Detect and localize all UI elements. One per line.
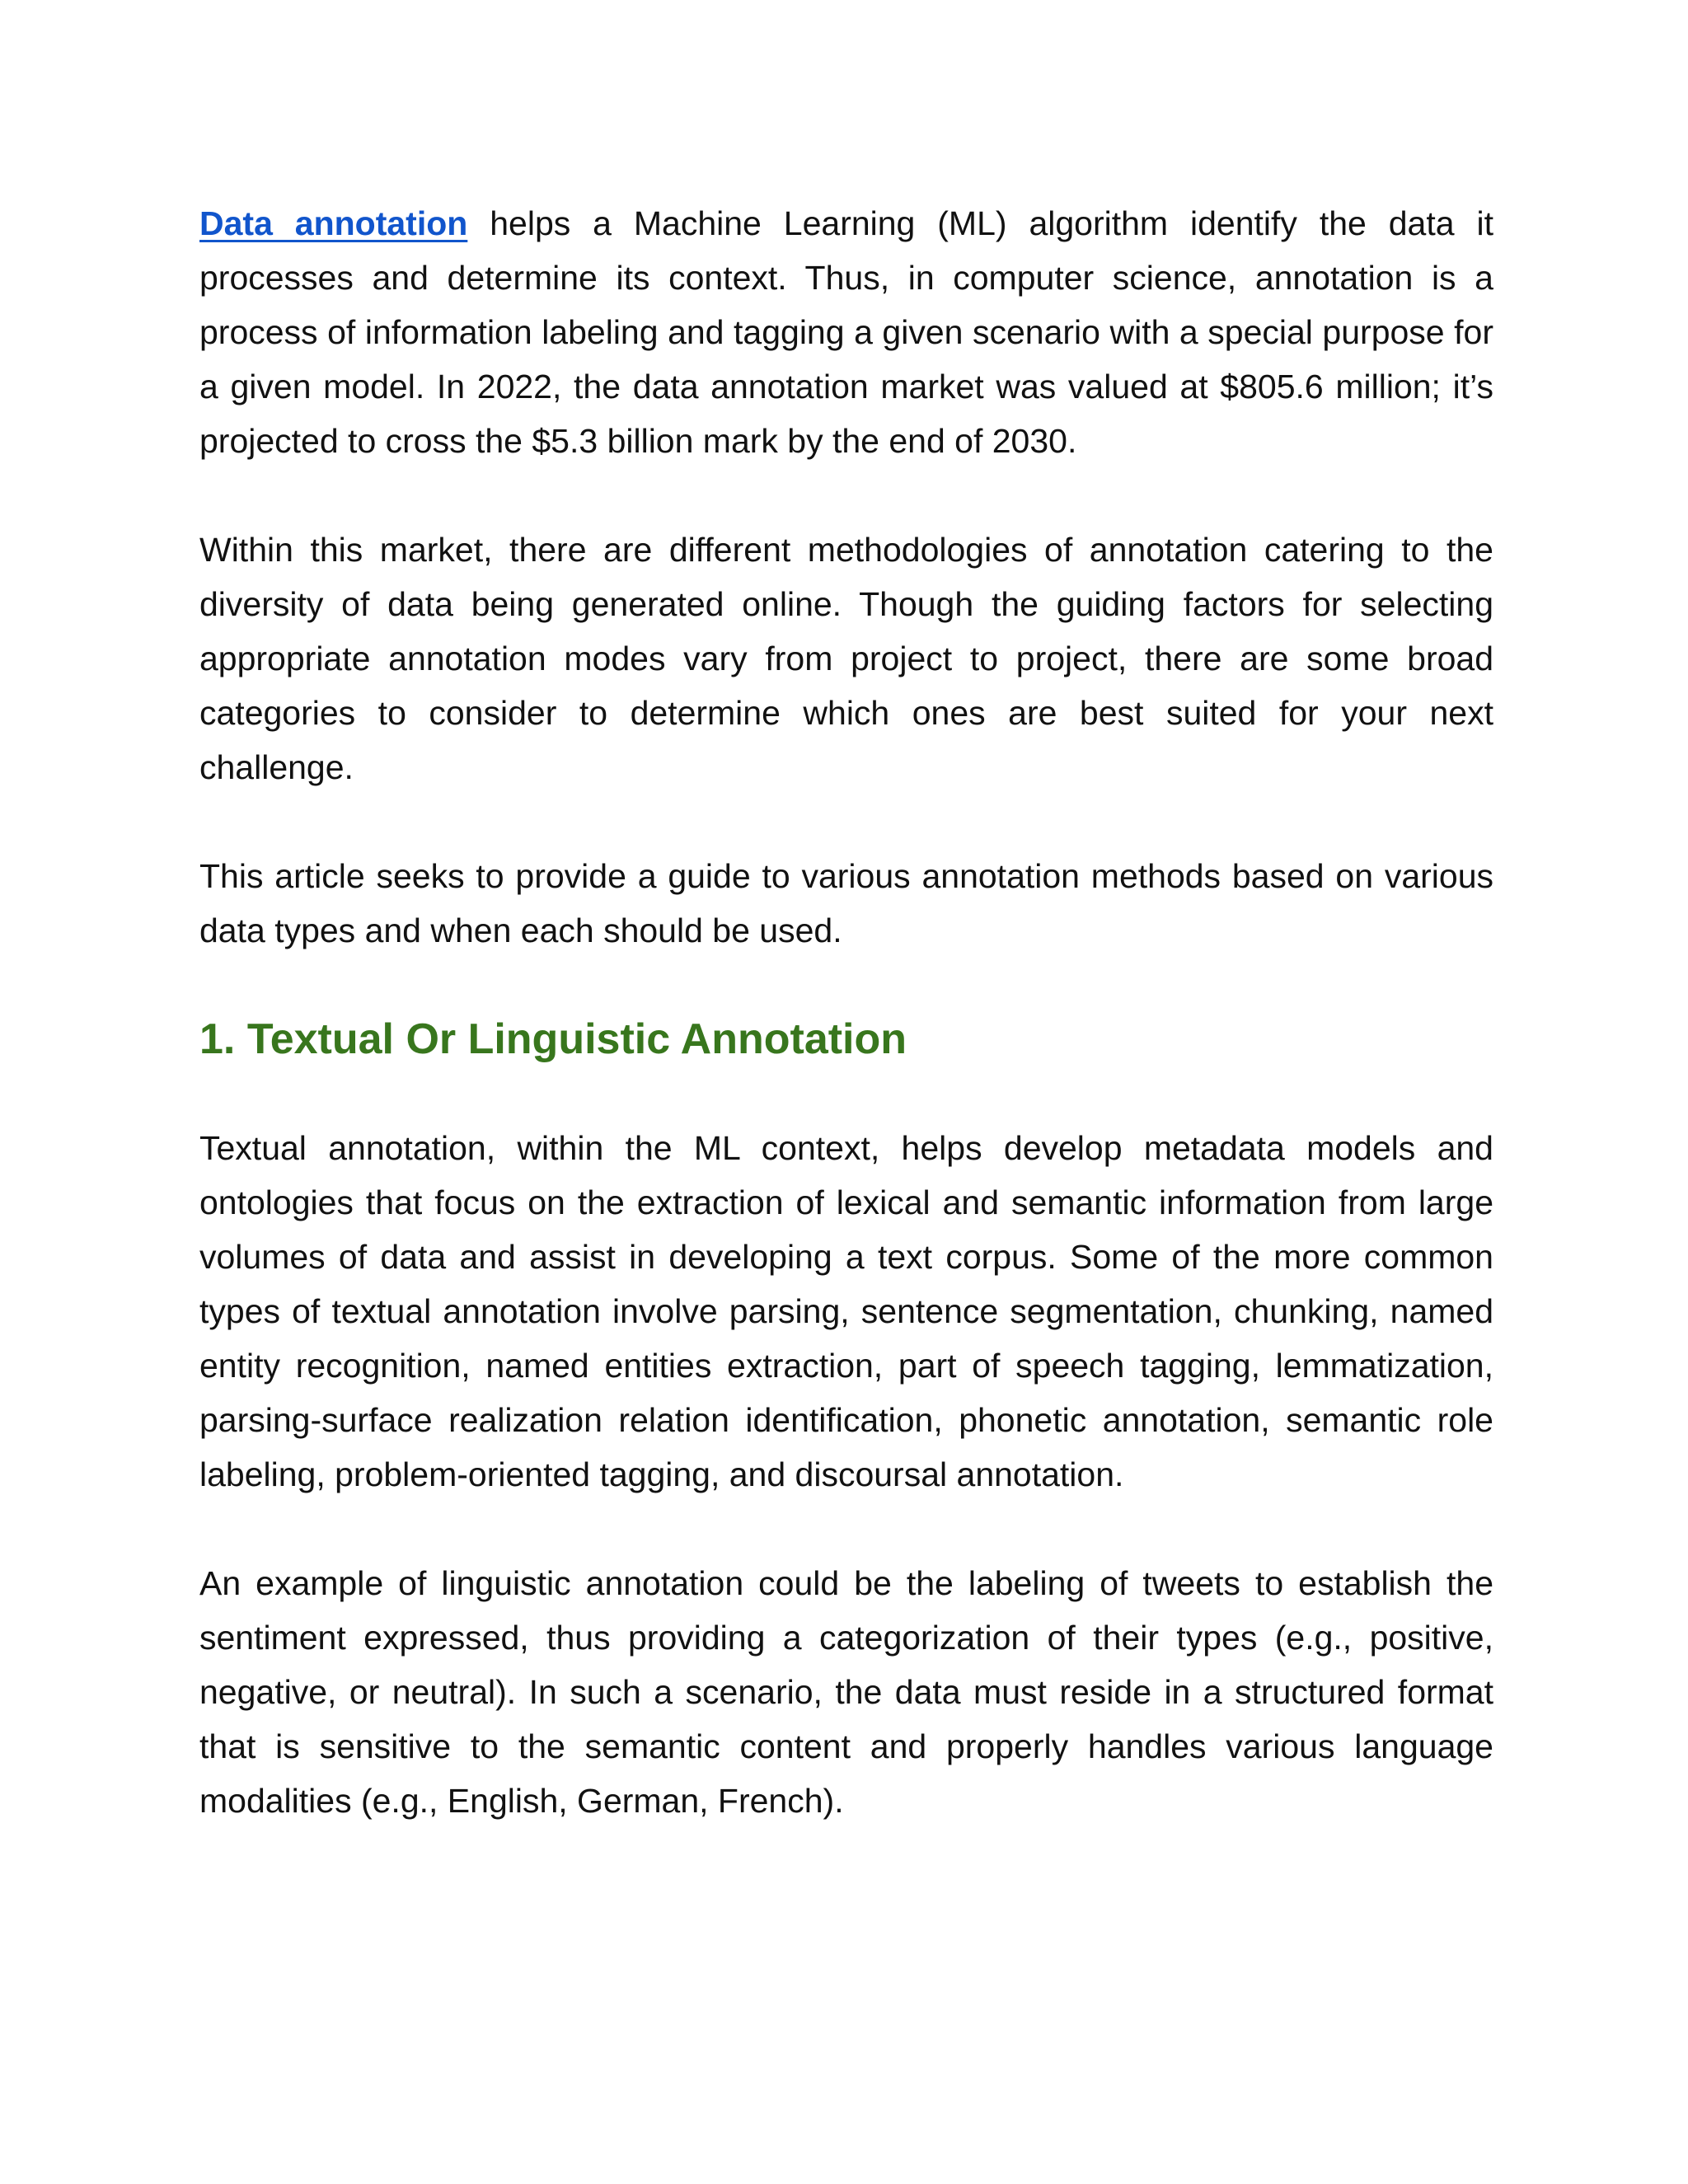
- intro-paragraph: [199, 196, 1493, 468]
- linguistic-annotation-example-paragraph: An example of linguistic annotation could be the labeling of tweets to establish the sentiment expressed, thus providing a categorization of their types (e.g., positive, negative, or neutral). In such a scenario, the data must reside in a structured format that is sensitive to the semantic content and properly handles various language modalities (e.g., English, German, French).: [199, 1564, 1493, 1820]
- intro-paragraph-text: helps a Machine Learning (ML) algorithm identify the data it processes and determine its context. Thus, in computer science, annotation is a process of information labeling and tagging a given scenario with a special purpose for a given model. In 2022, the data annotation market was valued at $805.6 million; it’s projected to cross the $5.3 billion mark by the end of 2030.: [199, 204, 1493, 460]
- data-annotation-link[interactable]: Data annotation: [199, 204, 468, 242]
- article-purpose-paragraph: This article seeks to provide a guide to various annotation methods based on various data types and when each should be used.: [199, 857, 1493, 949]
- section-heading-textual-annotation: 1. Textual Or Linguistic Annotation: [199, 1015, 907, 1063]
- textual-annotation-paragraph: Textual annotation, within the ML context, helps develop metadata models and ontologies that focus on the extraction of lexical and semantic information from large volumes of data and assist in developing a text corpus. Some of the more common types of textual annotation involve parsing, sentence segmentation, chunking, named entity recognition, named entities extraction, part of speech tagging, lemmatization, parsing-surface realization relation identification, phonetic annotation, semantic role labeling, problem-oriented tagging, and discoursal annotation.: [199, 1129, 1493, 1493]
- market-methodologies-paragraph: Within this market, there are different methodologies of annotation catering to the diversity of data being generated online. Though the guiding factors for selecting appropriate annotation modes vary from project to project, there are some broad categories to consider to determine which ones are best suited for your next challenge.: [199, 531, 1493, 786]
- document-page: [199, 196, 1493, 1882]
